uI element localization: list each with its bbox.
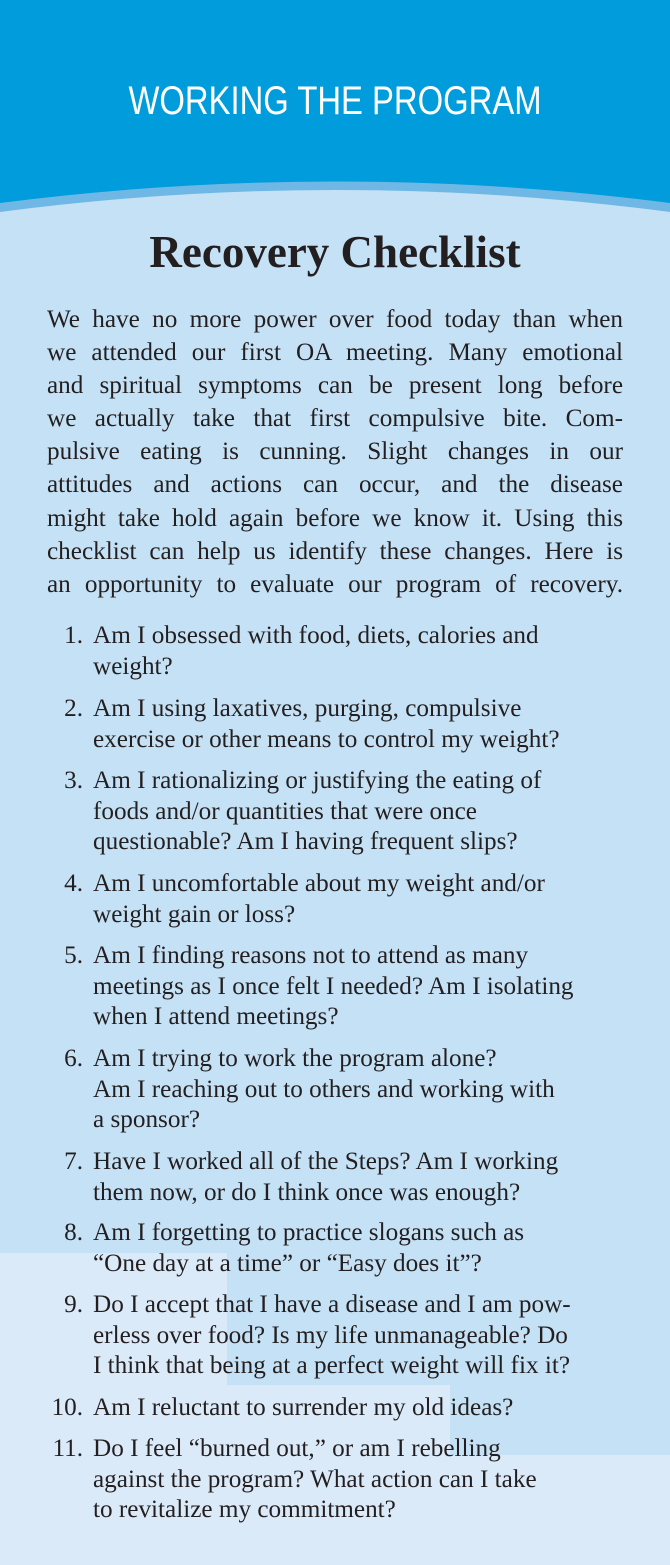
item-line: Am I using laxatives, purging, compulsive xyxy=(93,695,522,722)
item-text xyxy=(93,694,638,755)
item-number: 8. xyxy=(64,1219,83,1246)
intro-paragraph xyxy=(47,303,623,601)
intro-line: We have no more power over food today than when xyxy=(47,306,623,333)
item-line: Do I accept that I have a disease and I am pow- xyxy=(93,1291,571,1318)
intro-line: checklist can help us identify these changes. Here is xyxy=(47,537,623,565)
item-text xyxy=(93,766,638,858)
item-line: Am I reaching out to others and working with xyxy=(93,1075,555,1103)
item-text xyxy=(93,1290,638,1382)
item-line: weight? xyxy=(93,652,173,680)
item-number: 9. xyxy=(64,1291,83,1318)
page-title: Recovery Checklist xyxy=(149,227,521,277)
item-line: against the program? What action can I take xyxy=(93,1465,537,1493)
item-line: Am I finding reasons not to attend as many xyxy=(93,942,529,969)
intro-line: we actually take that first compulsive bite. Com- xyxy=(47,405,623,433)
item-number: 7. xyxy=(64,1148,83,1175)
intro-line: an opportunity to evaluate our program of recovery. xyxy=(47,570,623,598)
item-number: 4. xyxy=(64,870,83,897)
banner-title: WORKING THE PROGRAM xyxy=(128,79,542,123)
item-line: exercise or other means to control my weight? xyxy=(93,725,560,753)
item-line: them now, or do I think once was enough? xyxy=(93,1178,521,1206)
item-text xyxy=(93,1434,638,1526)
item-text xyxy=(93,1393,638,1424)
item-line: a sponsor? xyxy=(93,1106,201,1133)
intro-line: and spiritual symptoms can be present long before xyxy=(47,372,623,400)
item-line: Am I reluctant to surrender my old ideas? xyxy=(93,1394,514,1421)
item-line: foods and/or quantities that were once xyxy=(93,797,477,825)
item-line: to revitalize my commitment? xyxy=(93,1496,396,1523)
intro-line: attitudes and actions can occur, and the disease xyxy=(47,471,623,499)
item-number: 11. xyxy=(52,1435,83,1462)
item-line: erless over food? Is my life unmanageable? Do xyxy=(93,1321,568,1349)
item-line: “One day at a time” or “Easy does it”? xyxy=(93,1249,482,1277)
item-text xyxy=(93,1044,638,1136)
item-text xyxy=(93,869,638,930)
intro-line: we attended our first OA meeting. Many emotional xyxy=(47,339,623,367)
item-line: I think that being at a perfect weight will fix it? xyxy=(93,1352,571,1379)
intro-line: might take hold again before we know it. Using this xyxy=(47,504,623,532)
item-line: meetings as I once felt I needed? Am I isolating xyxy=(93,972,574,1000)
item-line: questionable? Am I having frequent slips? xyxy=(93,828,518,855)
item-text xyxy=(93,941,638,1033)
item-line: Do I feel “burned out,” or am I rebelling xyxy=(93,1435,501,1462)
item-number: 3. xyxy=(64,767,83,794)
item-line: Have I worked all of the Steps? Am I working xyxy=(93,1148,559,1175)
item-number: 6. xyxy=(64,1045,83,1072)
item-line: weight gain or loss? xyxy=(93,900,296,928)
intro-line: pulsive eating is cunning. Slight changes in our xyxy=(47,438,623,466)
item-line: when I attend meetings? xyxy=(93,1003,339,1030)
item-line: Am I uncomfortable about my weight and/or xyxy=(93,870,545,897)
item-number: 10. xyxy=(51,1394,83,1421)
item-text xyxy=(93,621,638,682)
item-line: Am I obsessed with food, diets, calories and xyxy=(93,622,539,649)
item-number: 2. xyxy=(64,695,83,722)
item-number: 1. xyxy=(64,622,83,649)
item-text xyxy=(93,1147,638,1208)
item-number: 5. xyxy=(64,942,83,969)
item-line: Am I forgetting to practice slogans such as xyxy=(93,1219,525,1246)
item-line: Am I rationalizing or justifying the eating of xyxy=(93,767,542,794)
item-line: Am I trying to work the program alone? xyxy=(93,1045,497,1072)
item-text xyxy=(93,1218,638,1279)
